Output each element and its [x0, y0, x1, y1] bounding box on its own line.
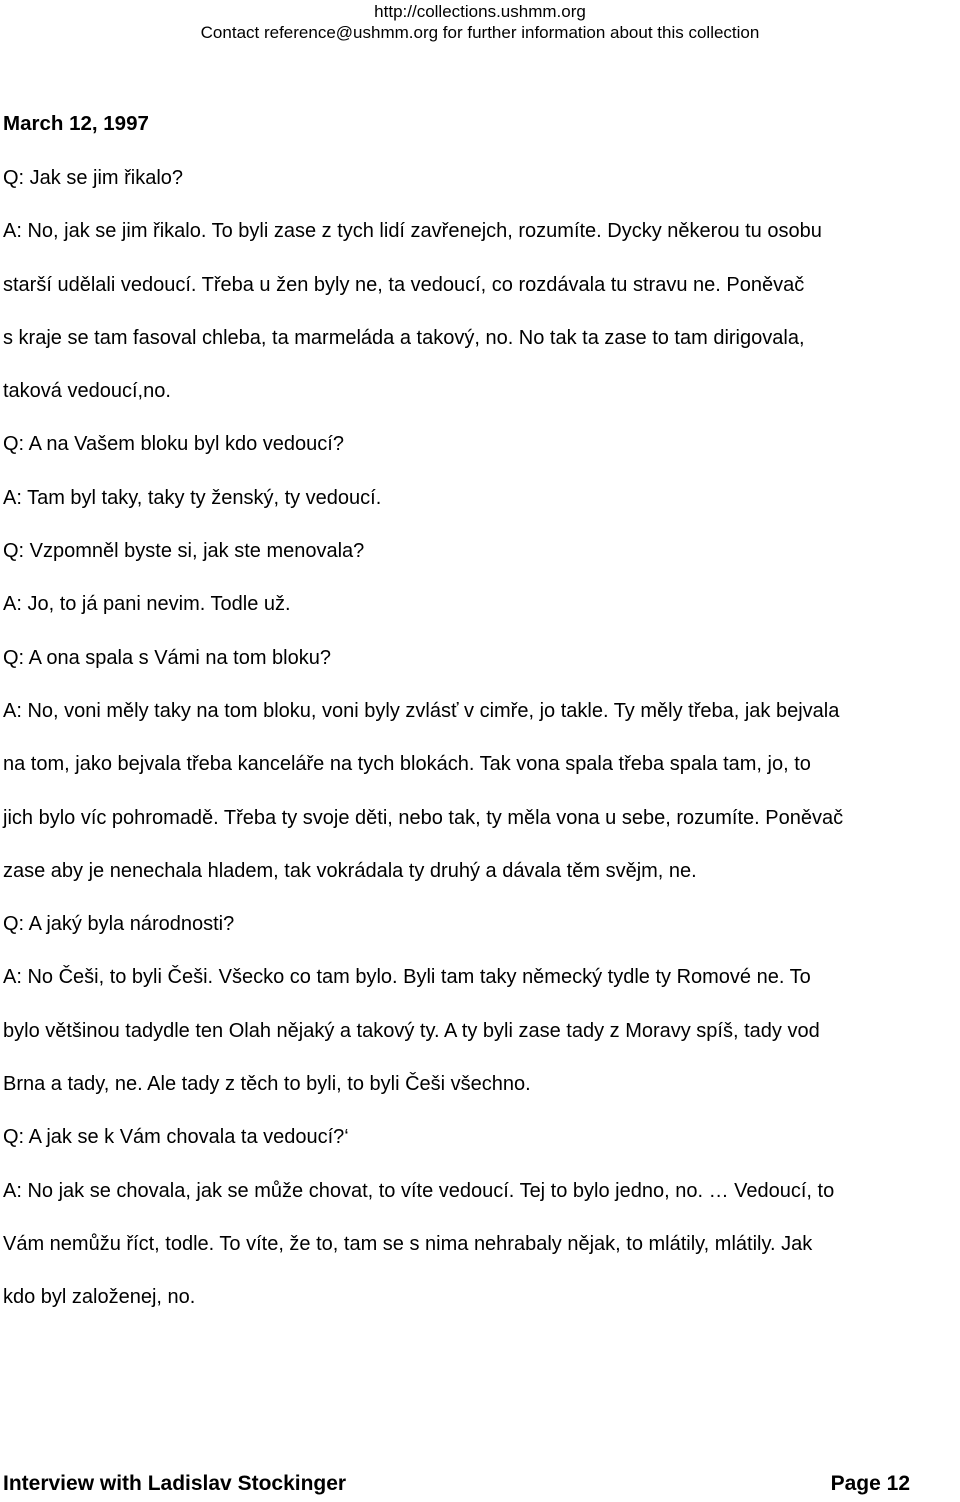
header-contact: Contact reference@ushmm.org for further information about this collection — [200, 23, 760, 42]
transcript-line: A: Jo, to já pani nevim. Todle už. — [3, 593, 291, 616]
transcript-line: kdo byl založenej, no. — [3, 1286, 196, 1309]
transcript-line: Q: A jak se k Vám chovala ta vedoucí?‘ — [3, 1126, 349, 1149]
transcript-line: A: No jak se chovala, jak se může chovat, to víte vedoucí. Tej to bylo jedno, no. … Vedoucí, to — [3, 1179, 835, 1202]
transcript-line: Vám nemůžu říct, todle. To víte, že to, tam se s nima nehrabaly nějak, to mlátily, mlátily. Jak — [3, 1232, 813, 1255]
page-header — [0, 0, 960, 43]
footer-title: Interview with Ladislav Stockinger — [3, 1472, 347, 1495]
header-url[interactable]: http://collections.ushmm.org — [374, 2, 586, 21]
transcript-line: A: No, voni měly taky na tom bloku, voni byly zvlásť v cimře, jo takle. Ty měly třeba, jak bejvala — [3, 699, 840, 722]
transcript-line: A: No Češi, to byli Češi. Všecko co tam bylo. Byli tam taky německý tydle ty Romové ne. To — [3, 966, 811, 989]
transcript-line: Q: A ona spala s Vámi na tom bloku? — [3, 646, 331, 669]
transcript-line: Q: A jaký byla národnosti? — [3, 913, 235, 936]
transcript-line: jich bylo víc pohromadě. Třeba ty svoje děti, nebo tak, ty měla vona u sebe, rozumíte. Poněvač — [3, 806, 844, 829]
page-number: Page 12 — [830, 1472, 910, 1495]
transcript-line: A: Tam byl taky, taky ty ženský, ty vedoucí. — [3, 486, 382, 509]
transcript-line: bylo většinou tadydle ten Olah nějaký a takový ty. A ty byli zase tady z Moravy spíš, tady vod — [3, 1019, 820, 1042]
interview-date: March 12, 1997 — [3, 112, 149, 135]
transcript-line: A: No, jak se jim řikalo. To byli zase z tych lidí zavřenejch, rozumíte. Dycky někerou tu osobu — [3, 220, 822, 243]
transcript-body — [3, 152, 960, 1325]
transcript-line: Q: Jak se jim řikalo? — [3, 167, 184, 189]
transcript-line: na tom, jako bejvala třeba kanceláře na tych blokách. Tak vona spala třeba spala tam, jo, to — [3, 753, 811, 776]
transcript-line: s kraje se tam fasoval chleba, ta marmeláda a takový, no. No tak ta zase to tam dirigovala, — [3, 326, 805, 349]
transcript-line: taková vedoucí,no. — [3, 380, 171, 403]
transcript-line: Q: A na Vašem bloku byl kdo vedoucí? — [3, 433, 344, 456]
transcript-line: zase aby je nenechala hladem, tak vokrádala ty druhý a dávala těm svějm, ne. — [3, 859, 697, 882]
transcript-line: Brna a tady, ne. Ale tady z těch to byli, to byli Češi všechno. — [3, 1073, 531, 1096]
transcript-line: starší udělali vedoucí. Třeba u žen byly ne, ta vedoucí, co rozdávala tu stravu ne. Poněvač — [3, 273, 805, 296]
transcript-line: Q: Vzpomněl byste si, jak ste menovala? — [3, 540, 365, 563]
